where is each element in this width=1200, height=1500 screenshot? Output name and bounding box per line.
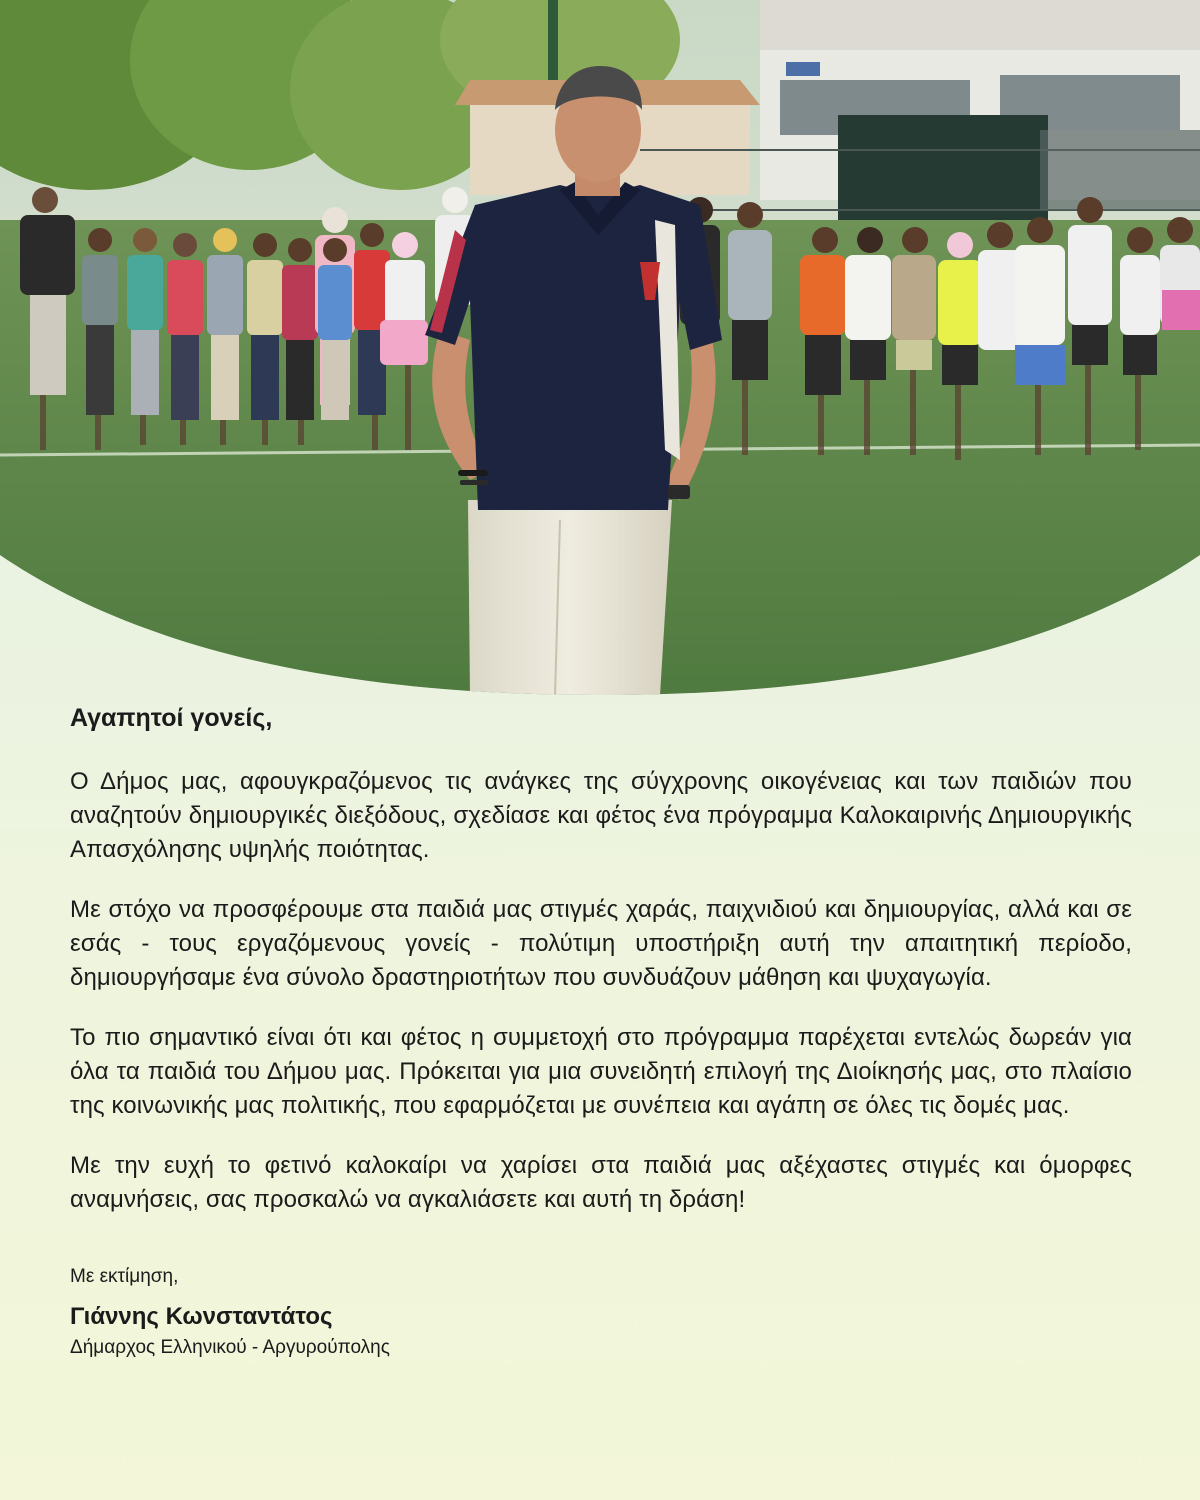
letter-body: [70, 702, 1132, 1361]
signature-name: Γιάννης Κωνσταντάτος: [70, 1303, 333, 1331]
letter-greeting: Αγαπητοί γονείς,: [70, 704, 273, 732]
letter-paragraph-1: Ο Δήμος μας, αφουγκραζόμενος τις ανάγκες της σύγχρονης οικογένειας και των παιδιών που αναζητούν δημιουργικές διεξόδους, σχεδίασε και φέτος ένα πρόγραμμα Καλοκαιρινής Δημιουργικής Απασχόλησης υψηλής ποιότητας.: [70, 767, 1132, 863]
letter-closing: Με εκτίμηση,: [70, 1265, 179, 1287]
letter-paragraph-4: Με την ευχή το φετινό καλοκαίρι να χαρίσει στα παιδιά μας αξέχαστες στιγμές και όμορφες αναμνήσεις, σας προσκαλώ να αγκαλιάσετε και αυτή τη δράση!: [70, 1151, 1132, 1213]
signature-title: Δήμαρχος Ελληνικού - Αργυρούπολης: [70, 1337, 390, 1359]
letter-paragraph-3: Το πιο σημαντικό είναι ότι και φέτος η συμμετοχή στο πρόγραμμα παρέχεται εντελώς δωρεάν για όλα τα παιδιά του Δήμου μας. Πρόκειται για μια συνειδητή επιλογή της Διοίκησής μας, στο πλαίσιο της κοινωνικής μας πολιτικής, που εφαρμόζεται με συνέπεια και αγάπη σε όλες τις δομές μας.: [70, 1023, 1132, 1119]
hero-photo: [0, 0, 1200, 695]
letter-paragraph-2: Με στόχο να προσφέρουμε στα παιδιά μας στιγμές χαράς, παιχνιδιού και δημιουργίας, αλλά και σε εσάς - τους εργαζόμενους γονείς - πολύτιμη υποστήριξη αυτή την απαιτητική περίοδο, δημιουργήσαμε ένα σύνολο δραστηριοτήτων που συνδυάζουν μάθηση και ψυχαγωγία.: [70, 895, 1132, 991]
photo-illustration: [0, 0, 1200, 695]
